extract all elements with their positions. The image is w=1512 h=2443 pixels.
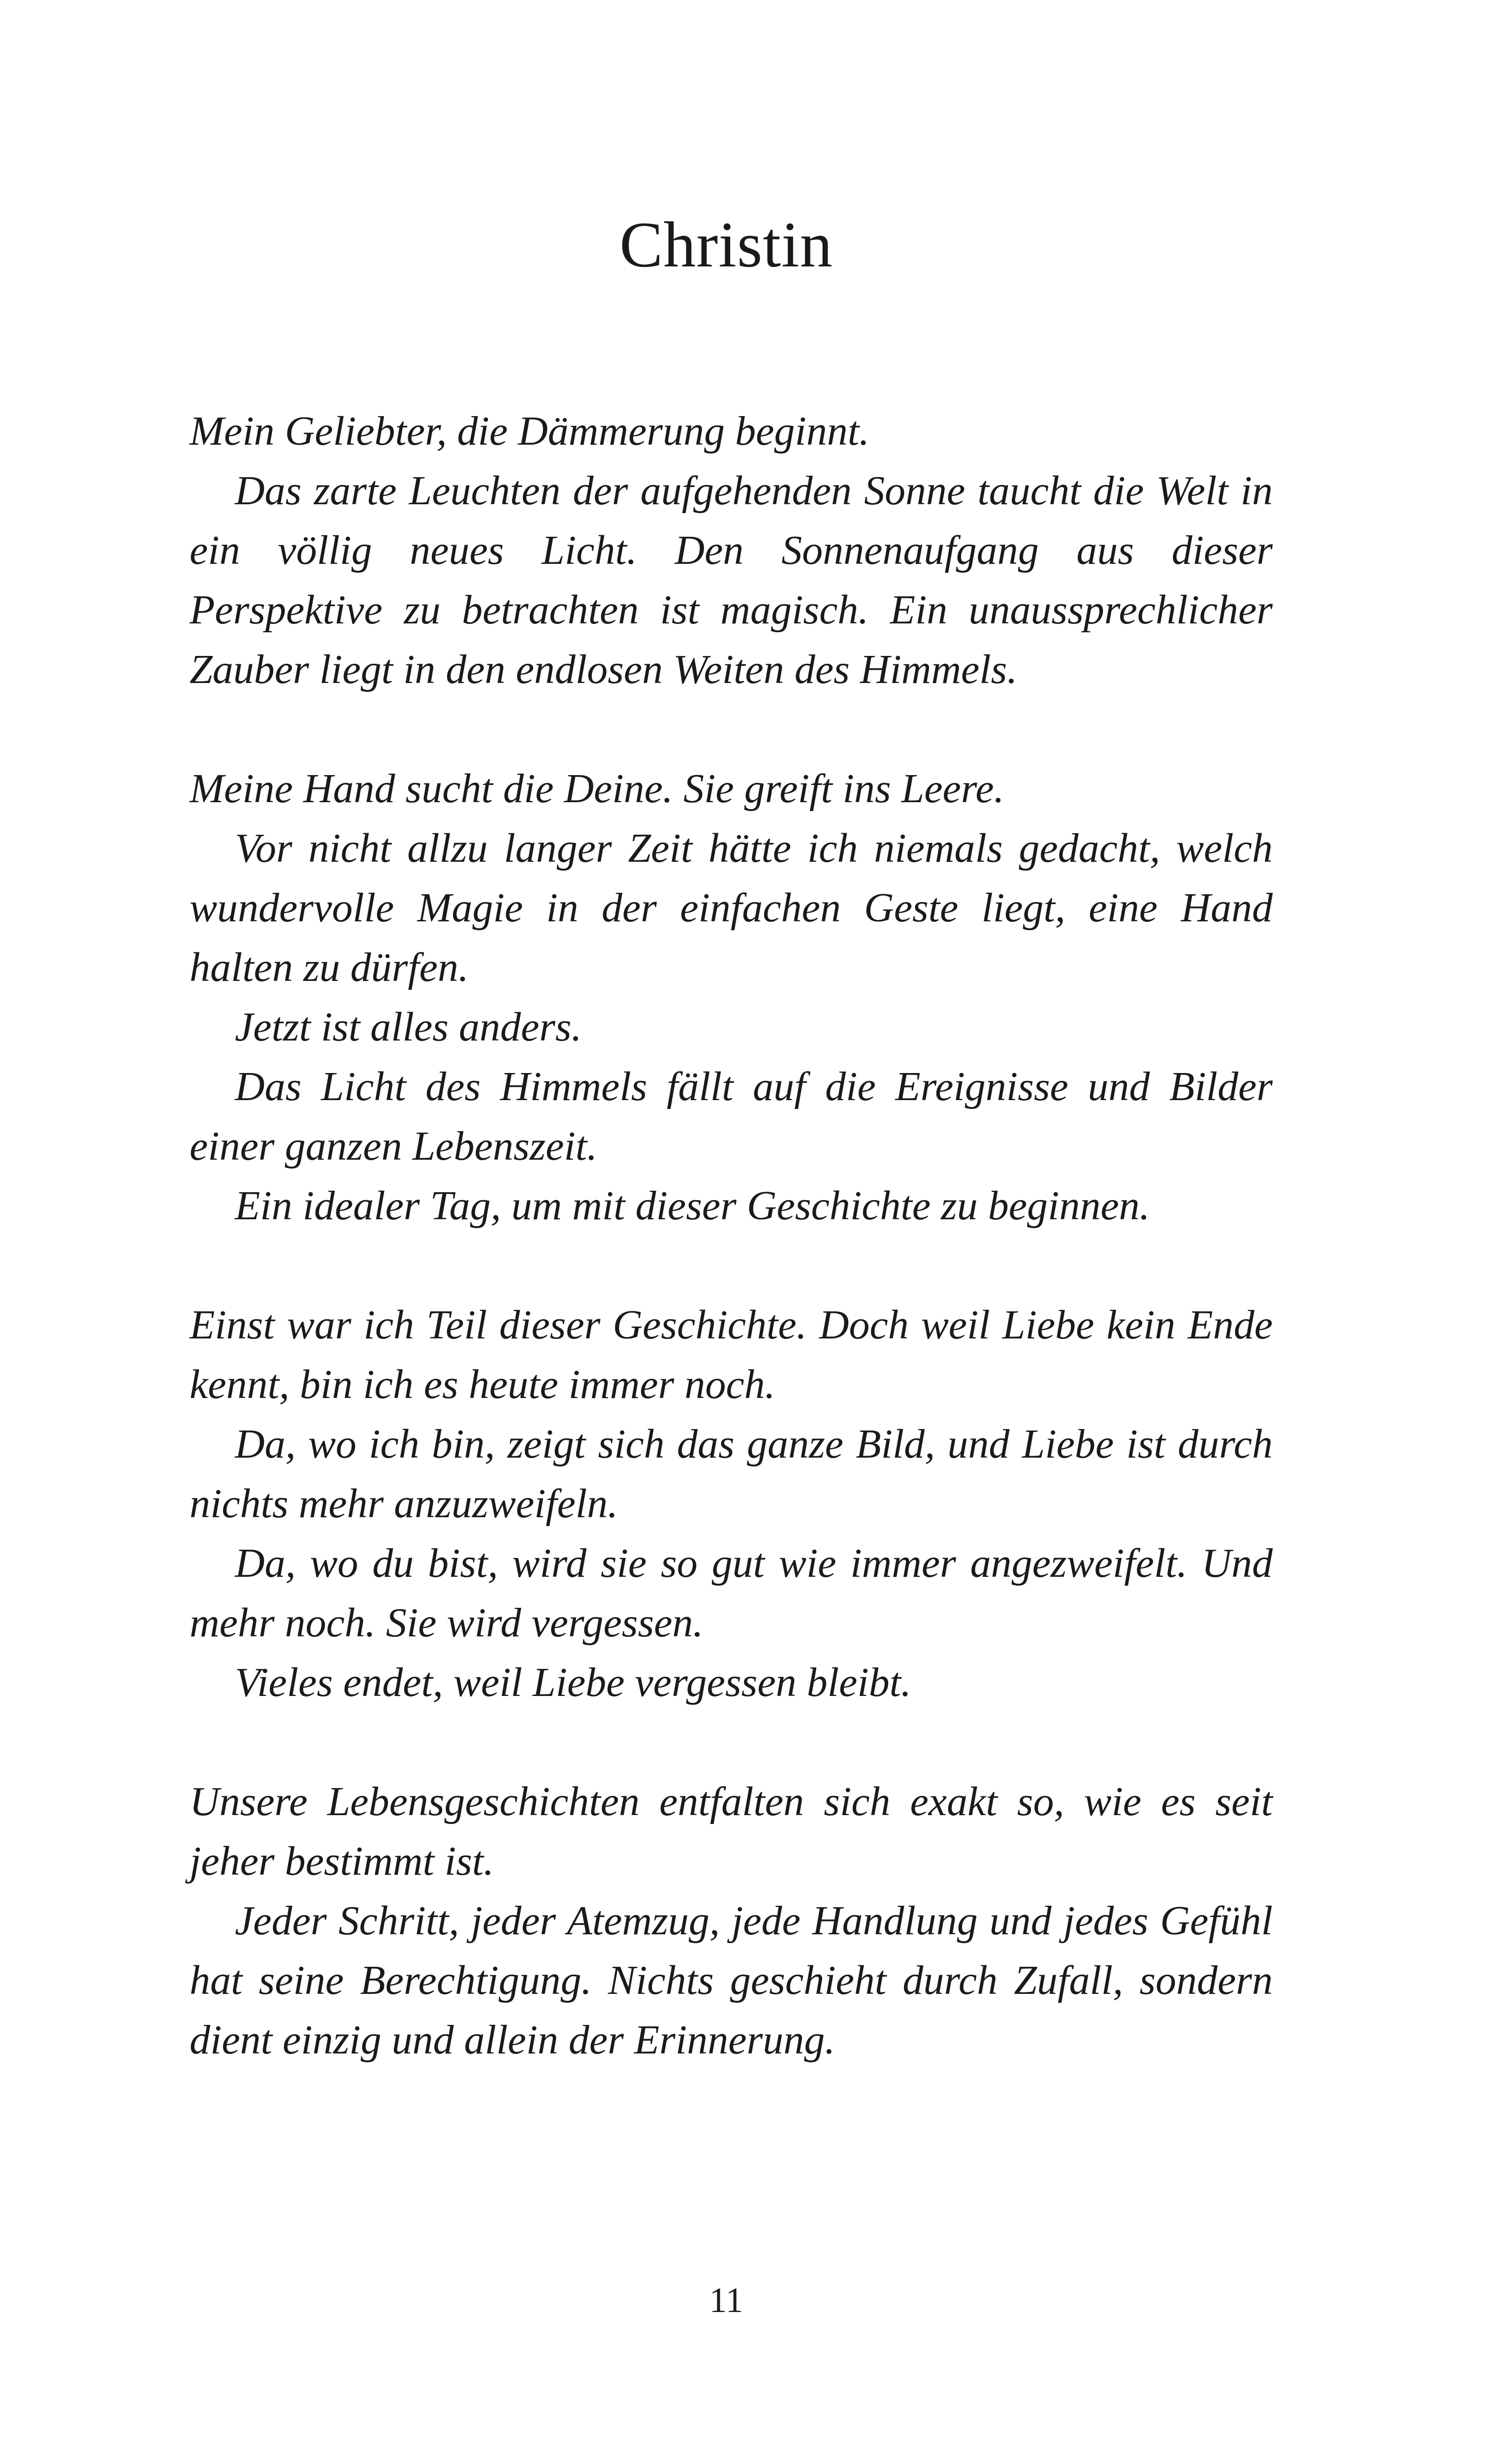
paragraph: Da, wo ich bin, zeigt sich das ganze Bild, und Liebe ist durch nichts mehr anzuzweifeln.	[190, 1421, 1273, 1527]
paragraph: Das Licht des Himmels fällt auf die Ereignisse und Bilder einer ganzen Lebenszeit.	[190, 1064, 1273, 1169]
paragraph: Ein idealer Tag, um mit dieser Geschichte zu beginnen.	[235, 1183, 1150, 1229]
paragraph: Jetzt ist alles anders.	[235, 1004, 582, 1050]
text-section-2	[190, 759, 1273, 1236]
paragraph: Das zarte Leuchten der aufgehenden Sonne taucht die Welt in ein völlig neues Licht. Den Sonnenaufgang aus dieser Perspektive zu betrachten ist magisch. Ein unaussprechlicher Zauber liegt in den endlosen Weiten des Himmels.	[190, 468, 1273, 692]
page-number: 11	[709, 2280, 743, 2320]
chapter-title: Christin	[619, 208, 833, 281]
paragraph: Meine Hand sucht die Deine. Sie greift ins Leere.	[190, 766, 1004, 812]
paragraph: Da, wo du bist, wird sie so gut wie immer angezweifelt. Und mehr noch. Sie wird vergessen.	[190, 1540, 1273, 1646]
chapter-body	[190, 401, 1273, 2129]
paragraph: Vor nicht allzu langer Zeit hätte ich niemals gedacht, welch wundervolle Magie in der einfachen Geste liegt, eine Hand halten zu dürfen.	[190, 825, 1273, 990]
text-section-1	[190, 401, 1273, 699]
paragraph: Unsere Lebensgeschichten entfalten sich exakt so, wie es seit jeher bestimmt ist.	[190, 1779, 1273, 1884]
paragraph: Vieles endet, weil Liebe vergessen bleibt.	[235, 1660, 911, 1705]
paragraph: Einst war ich Teil dieser Geschichte. Doch weil Liebe kein Ende kennt, bin ich es heute immer noch.	[190, 1302, 1273, 1407]
text-section-3	[190, 1295, 1273, 1712]
paragraph: Jeder Schritt, jeder Atemzug, jede Handlung und jedes Gefühl hat seine Berechtigung. Nichts geschieht durch Zufall, sondern dient einzig und allein der Erinnerung.	[190, 1898, 1273, 2063]
paragraph: Mein Geliebter, die Dämmerung beginnt.	[190, 408, 870, 454]
text-section-4	[190, 1772, 1273, 2070]
